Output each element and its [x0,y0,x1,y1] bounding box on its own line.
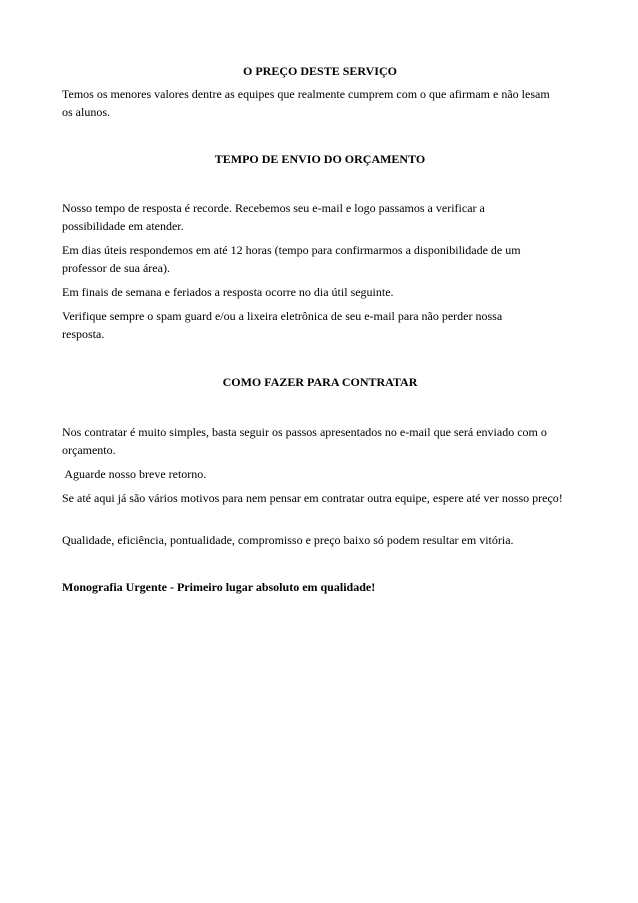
quote-time-paragraph-1: Nosso tempo de resposta é recorde. Recebemos seu e-mail e logo passamos a verificar a possibilidade em atender. [62,201,485,233]
quote-time-paragraph-4: Verifique sempre o spam guard e/ou a lixeira eletrônica de seu e-mail para não perder nossa resposta. [62,309,503,341]
quote-time-paragraph-2: Em dias úteis respondemos em até 12 horas (tempo para confirmarmos a disponibilidade de um professor de sua área). [62,243,521,275]
section-heading-quote-time: TEMPO DE ENVIO DO ORÇAMENTO [214,152,426,166]
section-heading-how-to-hire: COMO FAZER PARA CONTRATAR [222,375,418,389]
quote-time-paragraph-3: Em finais de semana e feriados a resposta ocorre no dia útil seguinte. [62,285,394,299]
price-paragraph: Temos os menores valores dentre as equipes que realmente cumprem com o que afirmam e não lesam os alunos. [62,87,550,119]
closing-statement: Monografia Urgente - Primeiro lugar absoluto em qualidade! [62,580,376,594]
section-heading-price: O PREÇO DESTE SERVIÇO [243,64,397,78]
how-to-hire-paragraph-1: Nos contratar é muito simples, basta seguir os passos apresentados no e-mail que será enviado com o orçamento. [62,425,547,457]
how-to-hire-paragraph-2: Aguarde nosso breve retorno. [62,467,207,481]
how-to-hire-paragraph-4: Qualidade, eficiência, pontualidade, compromisso e preço baixo só podem resultar em vitória. [62,533,514,547]
how-to-hire-paragraph-3: Se até aqui já são vários motivos para nem pensar em contratar outra equipe, espere até ver nosso preço! [62,491,563,505]
